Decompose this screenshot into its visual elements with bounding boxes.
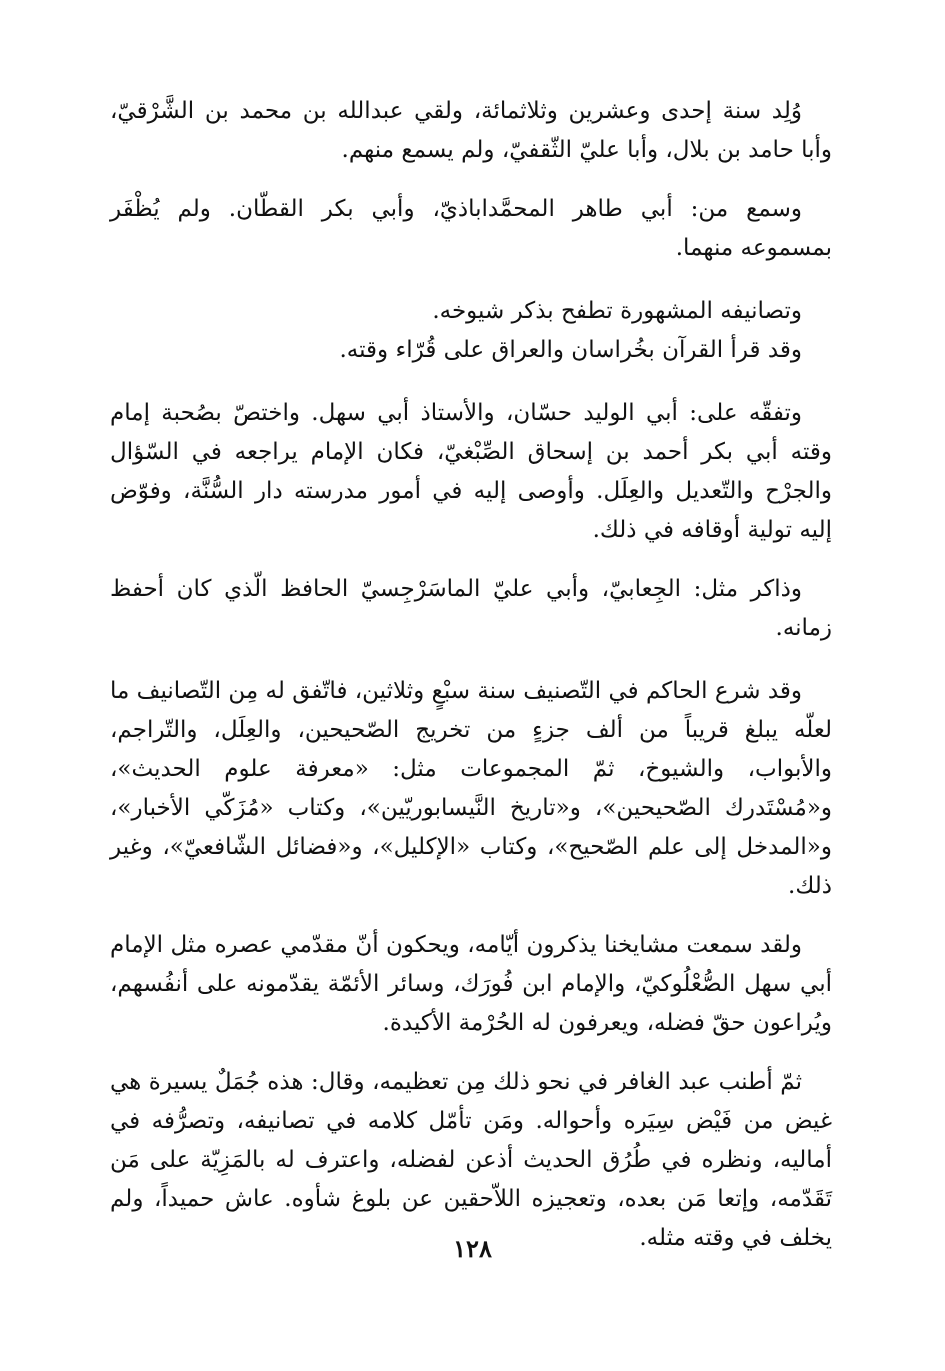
- page-body: [110, 92, 832, 1258]
- paragraph-fiqh: وتفقّه على: أبي الوليد حسّان، والأستاذ أبي سهل. واختصّ بصُحبة إمام وقته أبي بكر أحمد بن إسحاق الصِّبْغيّ، فكان الإمام يراجعه في السّؤال والجرْح والتّعديل والعِلَل. وأوصى إليه في أمور مدرسته دار السُّنَّة، وفوّض إليه تولية أوقافه في ذلك.: [110, 400, 832, 543]
- paragraph-quran: وقد قرأ القرآن بخُراسان والعراق على قُرّاء وقته.: [339, 337, 802, 363]
- paragraph-praise: ثمّ أطنب عبد الغافر في نحو ذلك مِن تعظيمه، وقال: هذه جُمَلٌ يسيرة هي غيض من فَيْض سِيَره وأحواله. ومَن تأمّل كلامه في تصانيفه، وتصرُّفه في أماليه، ونظره في طُرُق الحديث أذعن لفضله، واعترف له بالمَزِيّة على مَن تَقَدّمه، وإتعا مَن بعده، وتعجيزه اللاّحقين عن بلوغ شأوه. عاش حميداً، ولم يخلف في وقته مثله.: [110, 1069, 832, 1251]
- paragraph-reputation: ولقد سمعت مشايخنا يذكرون أيّامه، ويحكون أنّ مقدّمي عصره مثل الإمام أبي سهل الصُّعْلُوكيّ، والإمام ابن فُورَك، وسائر الأئمّة يقدّمونه على أنفُسهم، ويُراعون حقّ فضله، ويعرفون له الحُرْمة الأكيدة.: [110, 932, 832, 1036]
- paragraph-teachers: وسمع من: أبي طاهر المحمَّداباذيّ، وأبي بكر القطّان. ولم يُظْفَر بمسموعه منهما.: [110, 196, 832, 261]
- paragraph-discussion: وذاكر مثل: الجِعابيّ، وأبي عليّ الماسَرْجِسيّ الحافظ الّذي كان أحفظ زمانه.: [110, 576, 832, 641]
- paragraph-birth: وُلِد سنة إحدى وعشرين وثلاثمائة، ولقي عبدالله بن محمد بن الشَّرْقيّ، وأبا حامد بن بلال، وأبا عليّ الثّقفيّ، ولم يسمع منهم.: [110, 98, 832, 163]
- paragraph-writing: وقد شرع الحاكم في التّصنيف سنة سبْعٍ وثلاثين، فاتّفق له مِن التّصانيف ما لعلّه يبلغ قريباً من ألف جزءٍ من تخريج الصّحيحين، والعِلَل، والتّراجم، والأبواب، والشيوخ، ثمّ المجموعات مثل: «معرفة علوم الحديث»، و«مُسْتَدرك الصّحيحين»، و«تاريخ النَّيسابوريّين»، وكتاب «مُزَكّي الأخبار»، و«المدخل إلى علم الصّحيح»، وكتاب «الإكليل»، و«فضائل الشّافعيّ»، وغير ذلك.: [110, 678, 832, 899]
- page-number: ١٢٨: [453, 1234, 492, 1263]
- paragraph-works: وتصانيفه المشهورة تطفح بذكر شيوخه.: [432, 298, 802, 324]
